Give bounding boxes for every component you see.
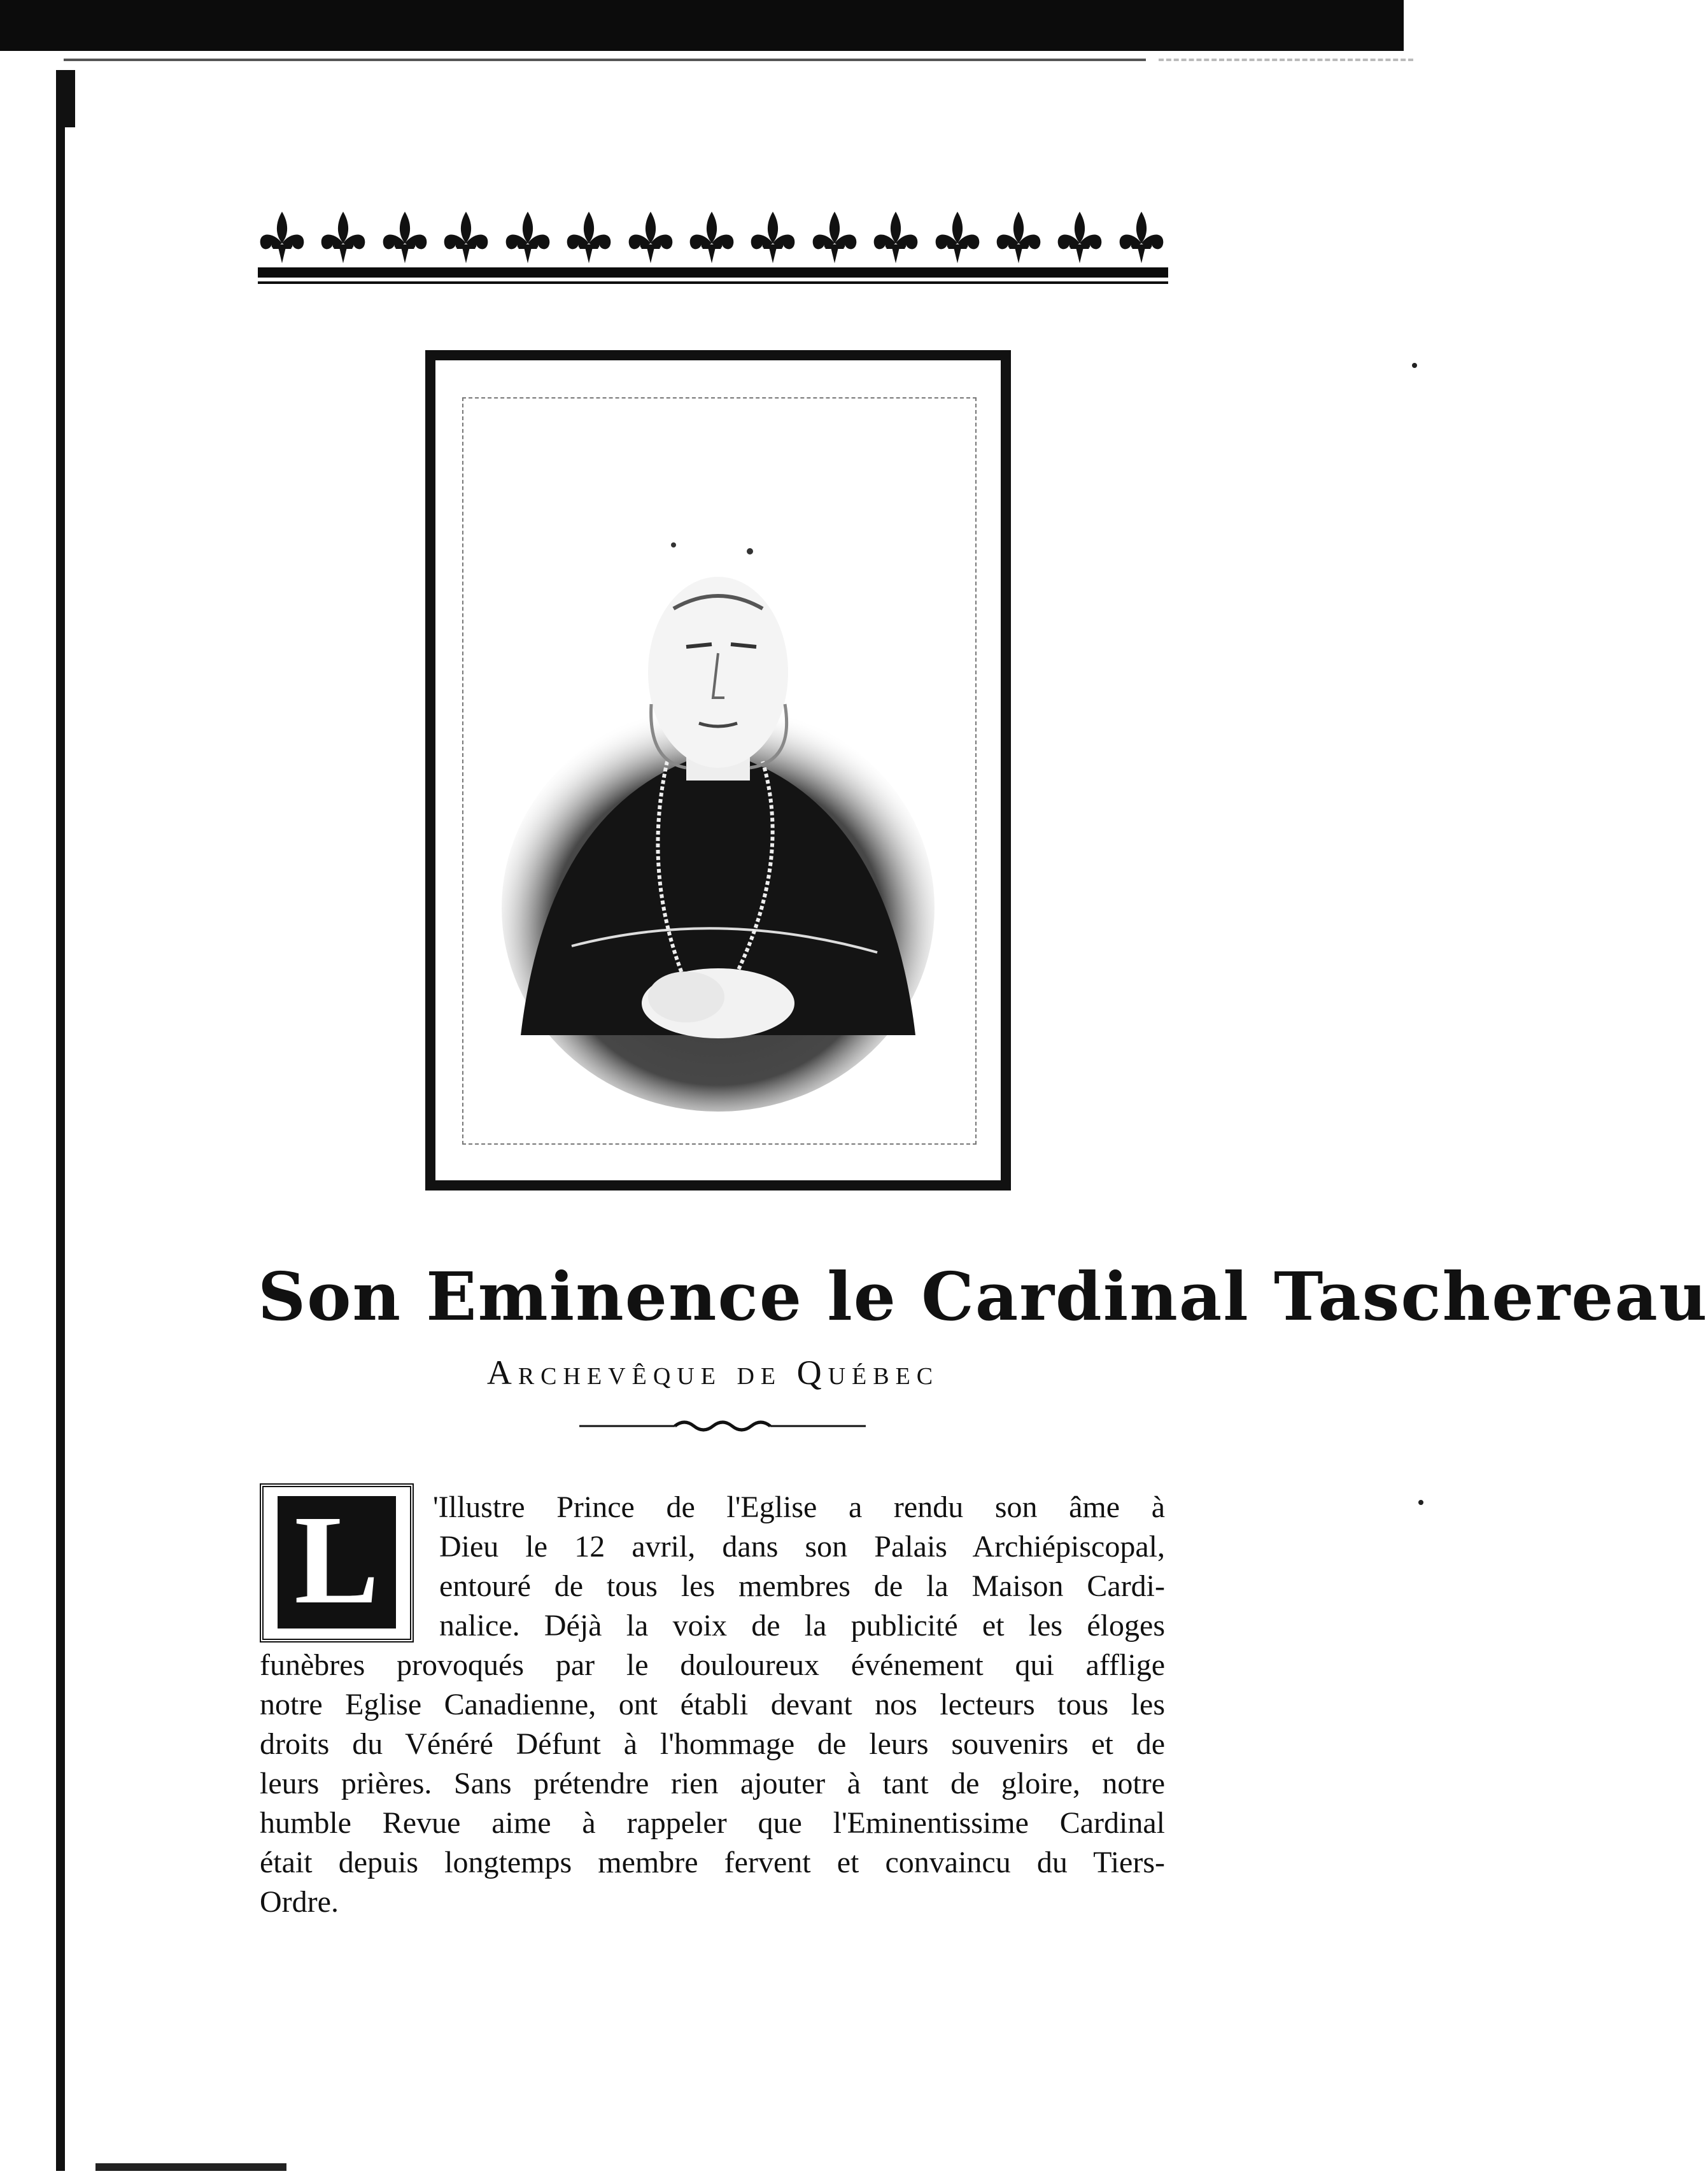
fleur-de-lis-icon (683, 209, 740, 266)
fleur-de-lis-icon (437, 209, 495, 266)
article-line: entouré de tous les membres de la Maison Cardi- (439, 1569, 1165, 1603)
portrait-inner-border (462, 397, 977, 1145)
article-line: droits du Vénéré Défunt à l'hommage de leurs souvenirs et de (260, 1727, 1165, 1761)
left-border-rule (56, 70, 65, 2171)
fleur-de-lis-icon (990, 209, 1047, 266)
fleur-de-lis-icon (376, 209, 434, 266)
portrait-frame (425, 350, 1011, 1190)
fleur-de-lis-icon (499, 209, 556, 266)
article-line: était depuis longtemps membre fervent et convaincu du Tiers- (260, 1846, 1165, 1879)
dropcap-initial (260, 1483, 414, 1643)
fleur-de-lis-border (253, 202, 1170, 266)
fleur-de-lis-icon (1051, 209, 1108, 266)
fleur-de-lis-icon (622, 209, 679, 266)
fleur-de-lis-icon (806, 209, 863, 266)
fleur-de-lis-icon (253, 209, 311, 266)
speck (1418, 1500, 1423, 1505)
page-title: Son Eminence le Cardinal Taschereau (258, 1257, 1708, 1336)
article-line: Dieu le 12 avril, dans son Palais Archiépiscopal, (439, 1530, 1165, 1564)
bottom-edge-mark (95, 2163, 286, 2171)
top-border-bar (0, 0, 1404, 51)
article-line: humble Revue aime à rappeler que l'Eminentissime Cardinal (260, 1806, 1165, 1840)
page-subtitle: Archevêque de Québec (486, 1353, 940, 1392)
fleur-de-lis-icon (314, 209, 372, 266)
fleur-de-lis-icon (1113, 209, 1170, 266)
article-line: Ordre. (260, 1885, 339, 1919)
fleur-de-lis-icon (560, 209, 618, 266)
article-line: funèbres provoqués par le douloureux événement qui afflige (260, 1648, 1165, 1682)
article-line: 'Illustre Prince de l'Eglise a rendu son âme à (433, 1490, 1165, 1524)
top-thin-rule (64, 59, 1146, 61)
dropcap-letter: L (294, 1490, 379, 1630)
fleur-de-lis-icon (929, 209, 986, 266)
speck (1412, 363, 1417, 368)
article-line: notre Eglise Canadienne, ont établi devant nos lecteurs tous les (260, 1688, 1165, 1721)
fleur-de-lis-icon (867, 209, 924, 266)
fleur-de-lis-icon (744, 209, 801, 266)
ornament-rule-thick (258, 267, 1168, 278)
article-line: leurs prières. Sans prétendre rien ajouter à tant de gloire, notre (260, 1767, 1165, 1800)
divider-ornament-icon (579, 1417, 866, 1436)
article-line: nalice. Déjà la voix de la publicité et les éloges (439, 1609, 1165, 1643)
cardinal-portrait-photo (495, 462, 941, 1099)
left-border-notch (56, 70, 75, 127)
top-dashed-rule (1159, 59, 1413, 61)
ornament-rule-thin (258, 281, 1168, 284)
